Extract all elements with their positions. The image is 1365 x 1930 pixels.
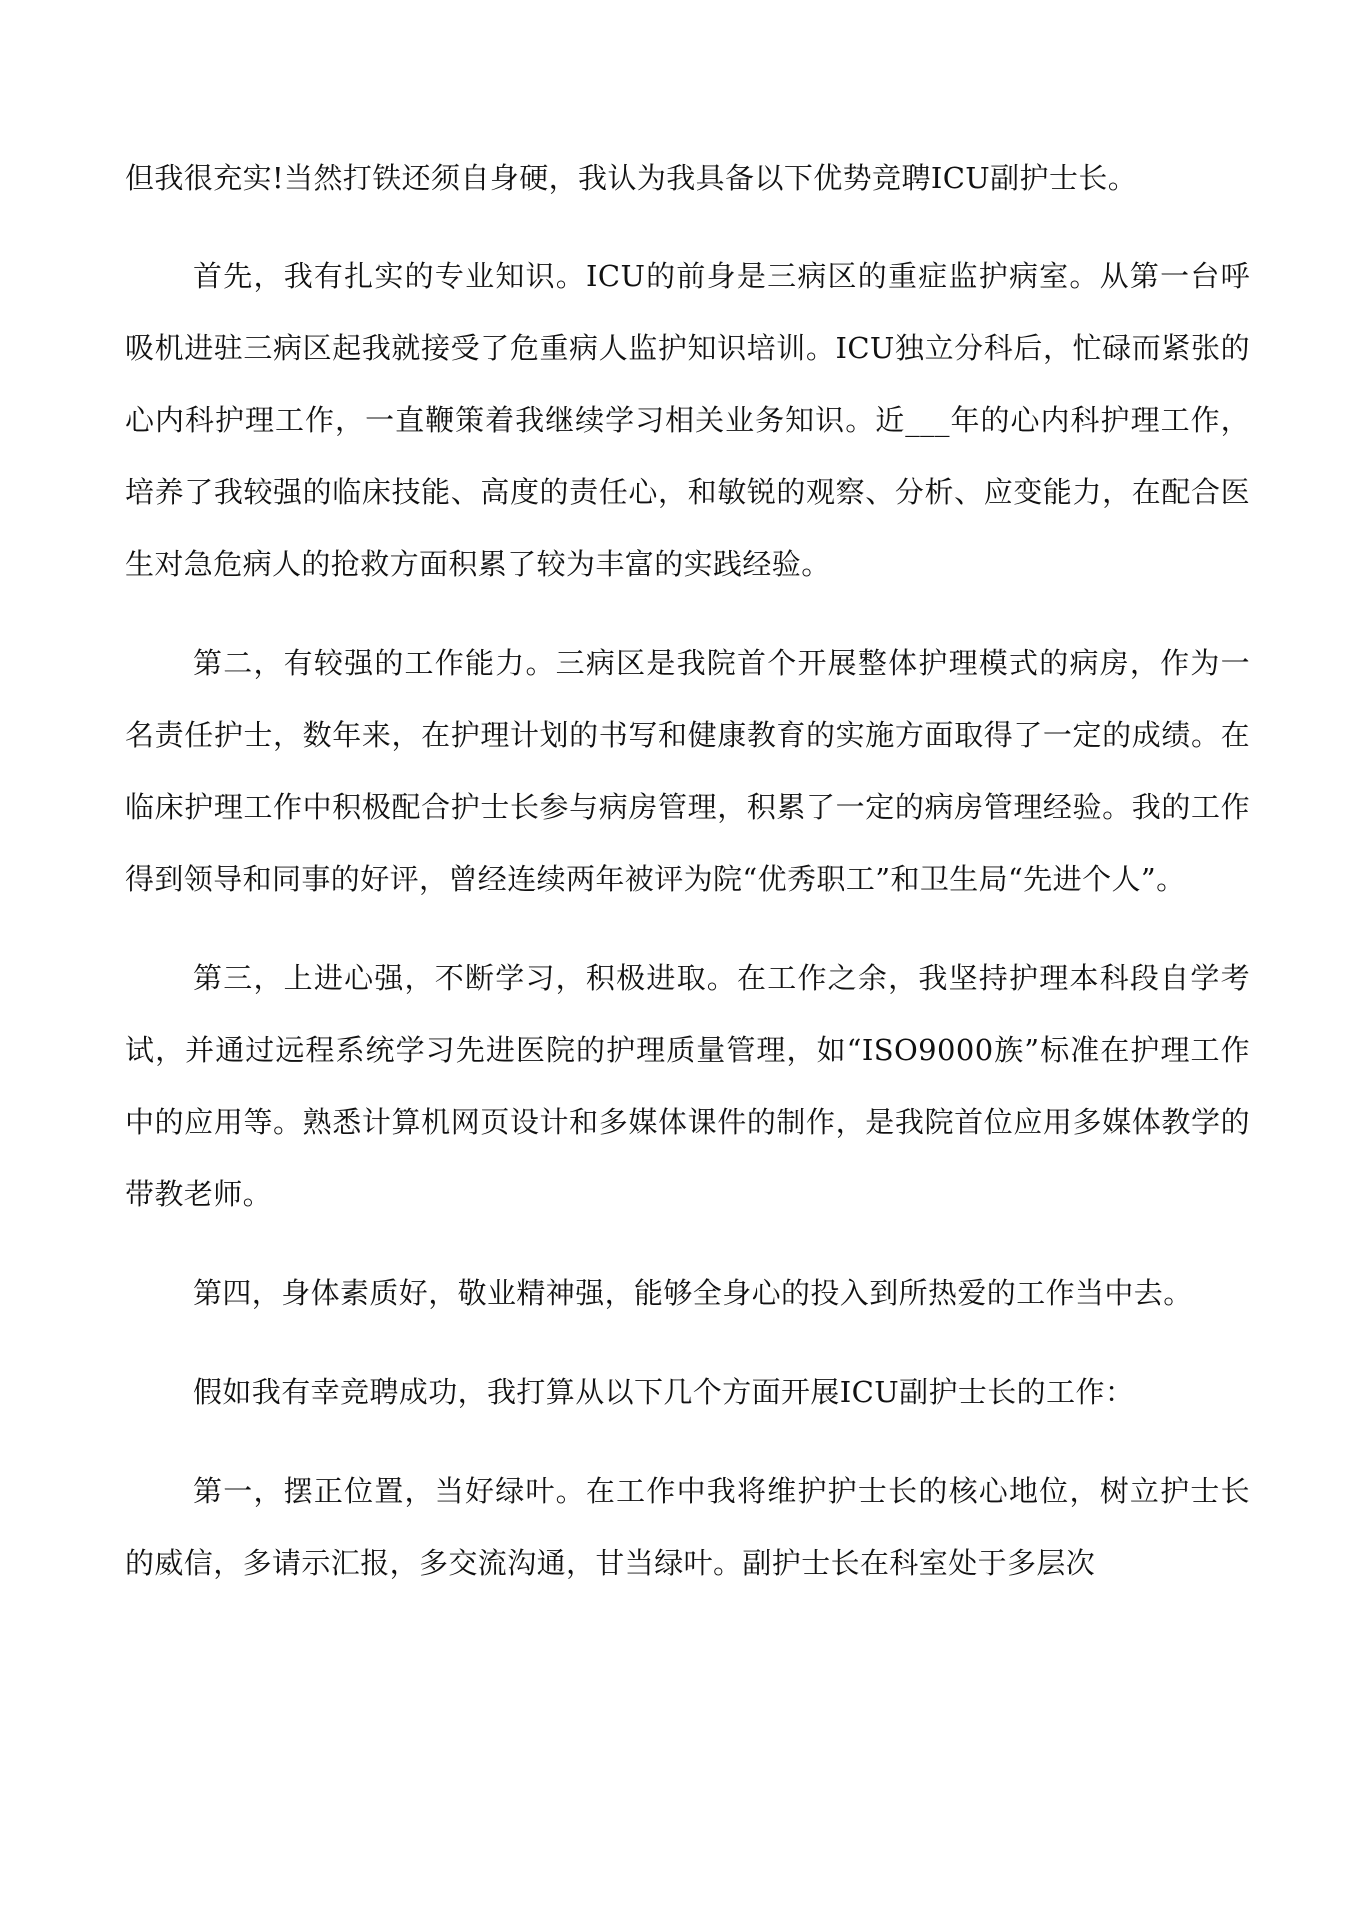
paragraph-plan-intro: 假如我有幸竞聘成功，我打算从以下几个方面开展ICU副护士长的工作： <box>193 1375 1135 1409</box>
paragraph-advantage-4: 第四，身体素质好，敬业精神强，能够全身心的投入到所热爱的工作当中去。 <box>193 1276 1193 1310</box>
paragraph-advantage-1: 首先，我有扎实的专业知识。ICU的前身是三病区的重症监护病室。从第一台呼吸机进驻三病区起我就接受了危重病人监护知识培训。ICU独立分科后，忙碌而紧张的心内科护理工作，一直鞭策着我继续学习相关业务知识。近___年的心内科护理工作，培养了我较强的临床技能、高度的责任心，和敏锐的观察、分析、应变能力，在配合医生对急危病人的抢救方面积累了较为丰富的实践经验。 <box>125 259 1250 581</box>
paragraph-advantage-2: 第二，有较强的工作能力。三病区是我院首个开展整体护理模式的病房，作为一名责任护士，数年来，在护理计划的书写和健康教育的实施方面取得了一定的成绩。在临床护理工作中积极配合护士长参与病房管理，积累了一定的病房管理经验。我的工作得到领导和同事的好评，曾经连续两年被评为院“优秀职工”和卫生局“先进个人”。 <box>125 646 1250 896</box>
paragraph-plan-1: 第一，摆正位置，当好绿叶。在工作中我将维护护士长的核心地位，树立护士长的威信，多请示汇报，多交流沟通，甘当绿叶。副护士长在科室处于多层次 <box>125 1474 1250 1580</box>
paragraph-intro: 但我很充实!当然打铁还须自身硬，我认为我具备以下优势竞聘ICU副护士长。 <box>125 161 1138 195</box>
document-body <box>125 142 1250 1599</box>
paragraph-advantage-3: 第三，上进心强，不断学习，积极进取。在工作之余，我坚持护理本科段自学考试，并通过远程系统学习先进医院的护理质量管理，如“ISO9000族”标准在护理工作中的应用等。熟悉计算机网页设计和多媒体课件的制作，是我院首位应用多媒体教学的带教老师。 <box>125 961 1250 1211</box>
